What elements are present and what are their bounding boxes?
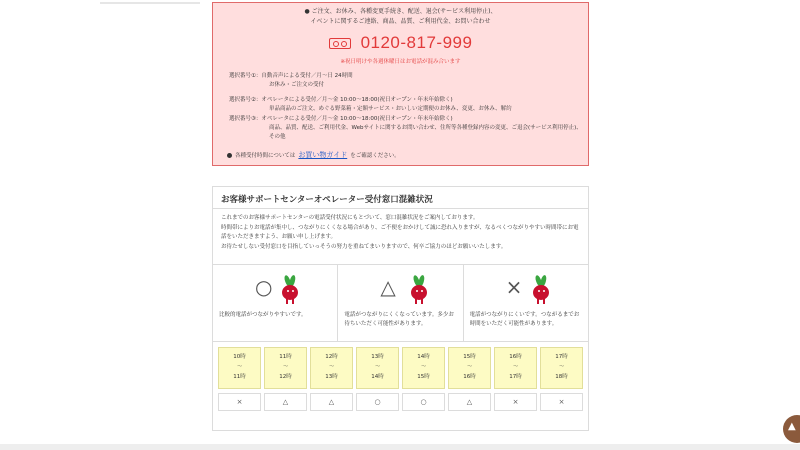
slot-time: 13時 ～ 14時 bbox=[356, 347, 399, 389]
slot-time: 16時 ～ 17時 bbox=[494, 347, 537, 389]
legend-text: 比較的電話がつながりやすいです。 bbox=[219, 312, 307, 318]
scroll-to-top-button[interactable] bbox=[783, 415, 800, 443]
description-line: お待たせしない受付窓口を目指していっそうの努力を重ねてまいりますので、何卒ご協力のほどお願いいたします。 bbox=[221, 243, 507, 250]
time-slot bbox=[494, 347, 537, 411]
time-slot bbox=[218, 347, 261, 411]
selection-option bbox=[229, 96, 512, 114]
guide-suffix: をご確認ください。 bbox=[350, 153, 400, 159]
arrow-up-icon: ▲ bbox=[788, 421, 796, 432]
guide-prefix: 各種受付時間については bbox=[235, 153, 296, 159]
slot-time: 17時 ～ 18時 bbox=[540, 347, 583, 389]
slot-time: 10時 ～ 11時 bbox=[218, 347, 261, 389]
phone-row bbox=[213, 33, 588, 53]
slot-status: △ bbox=[310, 393, 353, 411]
selection-line: 選択番号③：オペレータによる受付／月～金 10:00～18:00(祝日オープン・年末年始除く) bbox=[229, 116, 453, 122]
circle-symbol: ○ bbox=[255, 275, 273, 299]
legend-item-busy bbox=[338, 265, 463, 341]
slot-status: △ bbox=[448, 393, 491, 411]
slot-status: ○ bbox=[356, 393, 399, 411]
time-slot bbox=[448, 347, 491, 411]
selection-detail: 単品商品のご注文、めぐる野菜箱・定額サービス・おいしい定期便のお休み、変更、お休み、解約 bbox=[269, 106, 512, 112]
legend bbox=[213, 265, 588, 342]
legend-text: 電話がつながりにくくなっています。多少お待ちいただく可能性があります。 bbox=[344, 312, 454, 327]
time-slot bbox=[310, 347, 353, 411]
slot-time: 15時 ～ 16時 bbox=[448, 347, 491, 389]
bullet-icon bbox=[227, 153, 232, 158]
time-slot bbox=[540, 347, 583, 411]
contact-intro-line: イベントに関するご連絡、商品、品質、ご利用代金、お問い合わせ bbox=[310, 18, 491, 25]
sidebar-divider bbox=[100, 2, 200, 4]
congestion-status-panel bbox=[212, 186, 589, 431]
legend-item-available bbox=[213, 265, 338, 341]
slot-status: △ bbox=[264, 393, 307, 411]
contact-info-box bbox=[212, 2, 589, 166]
radish-mascot-icon bbox=[408, 275, 430, 305]
time-slot bbox=[264, 347, 307, 411]
selection-line: 選択番号②：オペレータによる受付／月～金 10:00～18:00(祝日オープン・年末年始除く) bbox=[229, 97, 453, 103]
selection-detail: お休み・ご注文の受付 bbox=[269, 82, 325, 88]
triangle-symbol: △ bbox=[380, 275, 396, 299]
panel-title: お客様サポートセンターオペレーター受付窓口混雑状況 bbox=[213, 187, 588, 209]
slot-status: × bbox=[494, 393, 537, 411]
time-slot bbox=[356, 347, 399, 411]
legend-text: 電話がつながりにくいです。つながるまでお時間をいただく可能性があります。 bbox=[469, 312, 580, 327]
contact-intro-line: ● ご注文、お休み、各種変更手続き、配送、退会(サービス利用停止)、 bbox=[304, 8, 497, 15]
time-slot-table bbox=[218, 347, 583, 411]
radish-mascot-icon bbox=[530, 275, 552, 305]
slot-time: 11時 ～ 12時 bbox=[264, 347, 307, 389]
cross-symbol: × bbox=[505, 275, 523, 299]
slot-status: × bbox=[218, 393, 261, 411]
slot-status: × bbox=[540, 393, 583, 411]
shopping-guide-link[interactable]: お買い物ガイド bbox=[298, 151, 348, 159]
freedial-icon bbox=[329, 36, 351, 50]
selection-option bbox=[229, 72, 353, 90]
phone-note: ※祝日明けや各週休曜日はお電話が混み合います bbox=[340, 59, 461, 65]
slot-time: 12時 ～ 13時 bbox=[310, 347, 353, 389]
description-line: これまでのお客様サポートセンターの電話受付状況にもとづいて、窓口混雑状況をご案内しております。 bbox=[221, 215, 479, 221]
selection-option bbox=[229, 115, 584, 142]
time-slot bbox=[402, 347, 445, 411]
legend-item-congested bbox=[464, 265, 588, 341]
slot-time: 14時 ～ 15時 bbox=[402, 347, 445, 389]
phone-number[interactable]: 0120-817-999 bbox=[360, 33, 473, 52]
description-line: 時間帯によりお電話が集中し、つながりにくくなる場合があり、ご不便をおかけして誠に恐れ入りますが、なるべくつながりやすい時間帯にお電話をいただきますよう、お願い申し上げます。 bbox=[221, 224, 579, 240]
panel-description bbox=[213, 209, 588, 265]
guide-note bbox=[227, 150, 400, 160]
slot-status: ○ bbox=[402, 393, 445, 411]
selection-detail: 商品、品質、配送、ご利用代金、Webサイトに関するお問い合わせ、住所等各種登録内容の変更、ご退会(サービス利用停止)、その他 bbox=[269, 125, 582, 140]
radish-mascot-icon bbox=[279, 275, 301, 305]
selection-line: 選択番号①：自動音声による受付／月～日 24時間 bbox=[229, 73, 353, 79]
footer-band bbox=[0, 444, 800, 450]
